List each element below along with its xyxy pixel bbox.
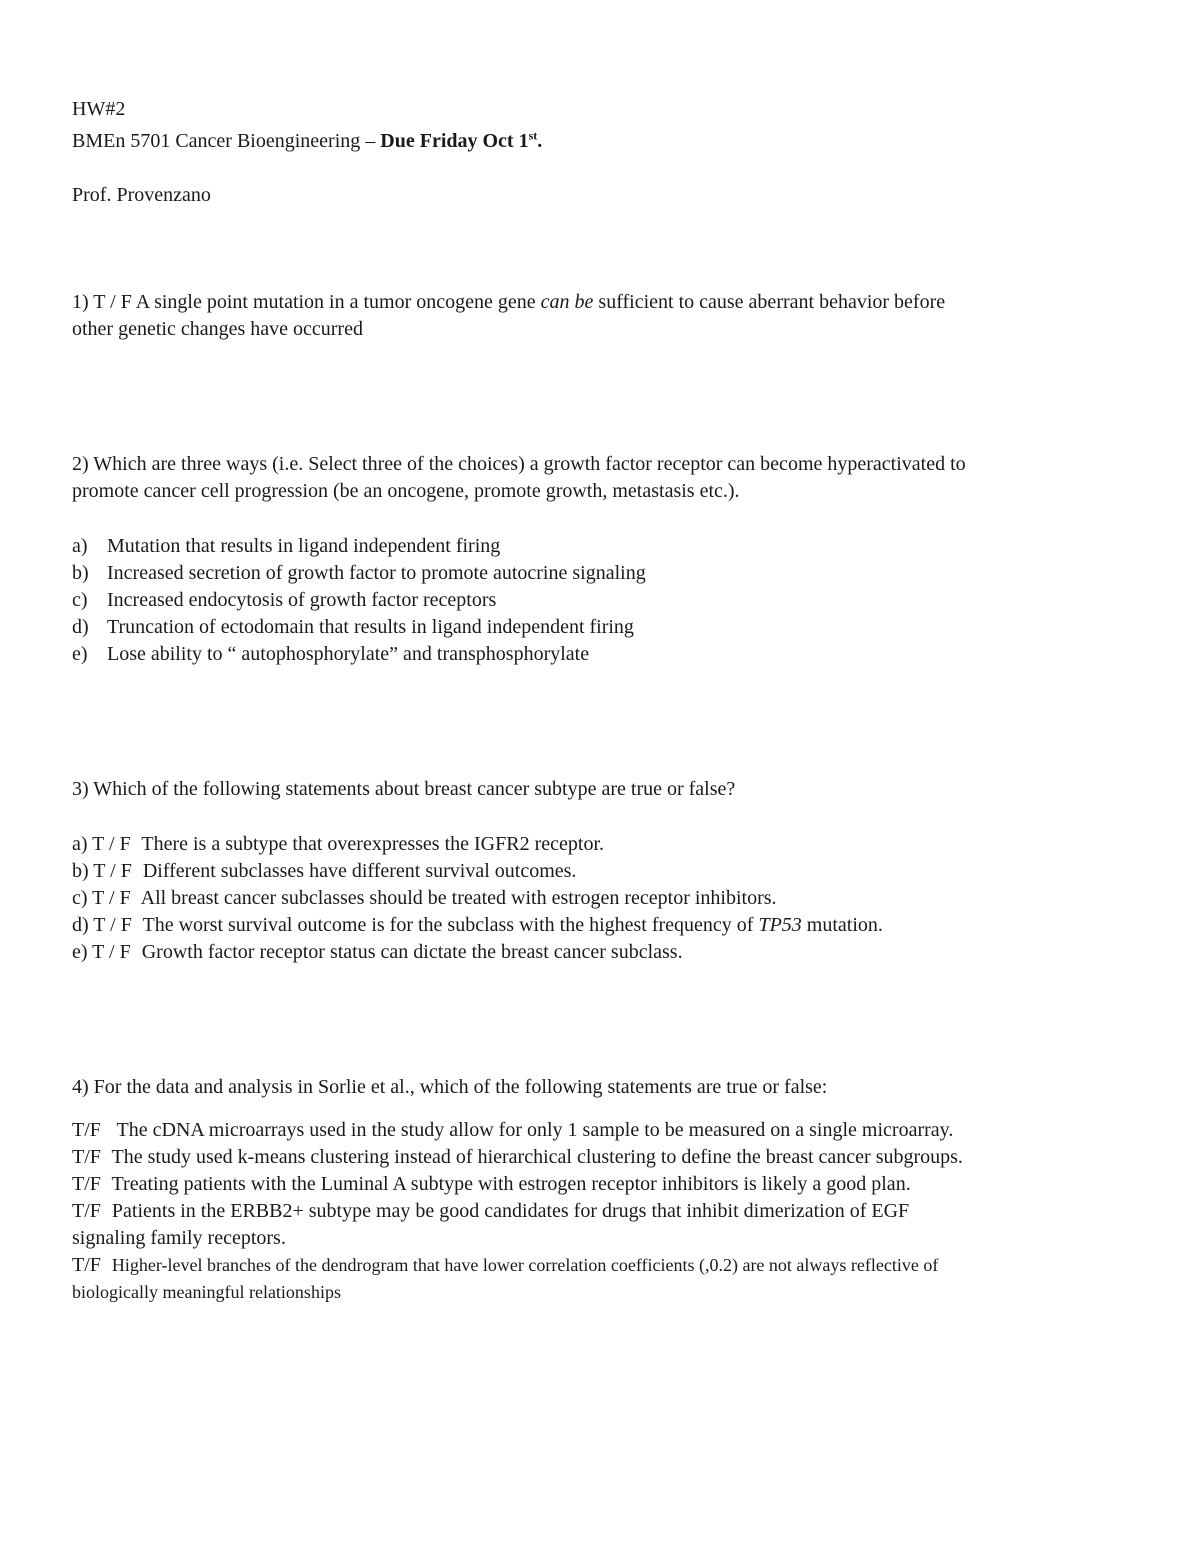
question-2-option-e: e) Lose ability to “ autophosphorylate” and transphosphorylate xyxy=(72,643,590,665)
question-4-item-5: T/F Higher-level branches of the dendrogram that have lower correlation coefficients (,0.2) are not always reflective of xyxy=(72,1254,939,1276)
question-2: 2) Which are three ways (i.e. Select three of the choices) a growth factor receptor can become hyperactivated to xyxy=(72,453,966,475)
question-3-item-c: c) T / F All breast cancer subclasses should be treated with estrogen receptor inhibitors. xyxy=(72,887,777,909)
question-3-item-e: e) T / F Growth factor receptor status can dictate the breast cancer subclass. xyxy=(72,941,683,963)
course-line xyxy=(72,128,542,155)
question-4-item-2: T/F The study used k-means clustering instead of hierarchical clustering to define the breast cancer subgroups. xyxy=(72,1146,963,1168)
course-title: BMEn 5701 Cancer Bioengineering – xyxy=(72,130,381,152)
question-4: 4) For the data and analysis in Sorlie et al., which of the following statements are true or false: xyxy=(72,1076,828,1098)
due-date: Due Friday Oct 1st. xyxy=(380,128,543,152)
question-2-option-b: b) Increased secretion of growth factor to promote autocrine signaling xyxy=(72,562,646,584)
question-2-option-a: a) Mutation that results in ligand independent firing xyxy=(72,535,501,557)
question-4-item-5-continued: biologically meaningful relationships xyxy=(72,1282,341,1302)
professor-name: Prof. Provenzano xyxy=(72,184,211,206)
question-3: 3) Which of the following statements about breast cancer subtype are true or false? xyxy=(72,778,736,800)
question-3-item-a: a) T / F There is a subtype that overexpresses the IGFR2 receptor. xyxy=(72,833,604,855)
question-1-continued: other genetic changes have occurred xyxy=(72,318,363,340)
homework-number: HW#2 xyxy=(72,98,126,120)
question-4-item-3: T/F Treating patients with the Luminal A subtype with estrogen receptor inhibitors is likely a good plan. xyxy=(72,1173,911,1195)
question-2-continued: promote cancer cell progression (be an oncogene, promote growth, metastasis etc.). xyxy=(72,480,740,502)
question-4-item-1: T/F The cDNA microarrays used in the study allow for only 1 sample to be measured on a single microarray. xyxy=(72,1119,954,1141)
question-2-option-d: d) Truncation of ectodomain that results in ligand independent firing xyxy=(72,616,634,638)
question-1: 1) T / F A single point mutation in a tumor oncogene gene can be sufficient to cause aberrant behavior before xyxy=(72,291,946,313)
question-4-item-4: T/F Patients in the ERBB2+ subtype may be good candidates for drugs that inhibit dimerization of EGF xyxy=(72,1200,910,1222)
question-3-item-d: d) T / F The worst survival outcome is for the subclass with the highest frequency of TP53 mutation. xyxy=(72,914,883,936)
question-2-option-c: c) Increased endocytosis of growth factor receptors xyxy=(72,589,497,611)
question-3-item-b: b) T / F Different subclasses have different survival outcomes. xyxy=(72,860,577,882)
question-4-item-4-continued: signaling family receptors. xyxy=(72,1227,286,1249)
